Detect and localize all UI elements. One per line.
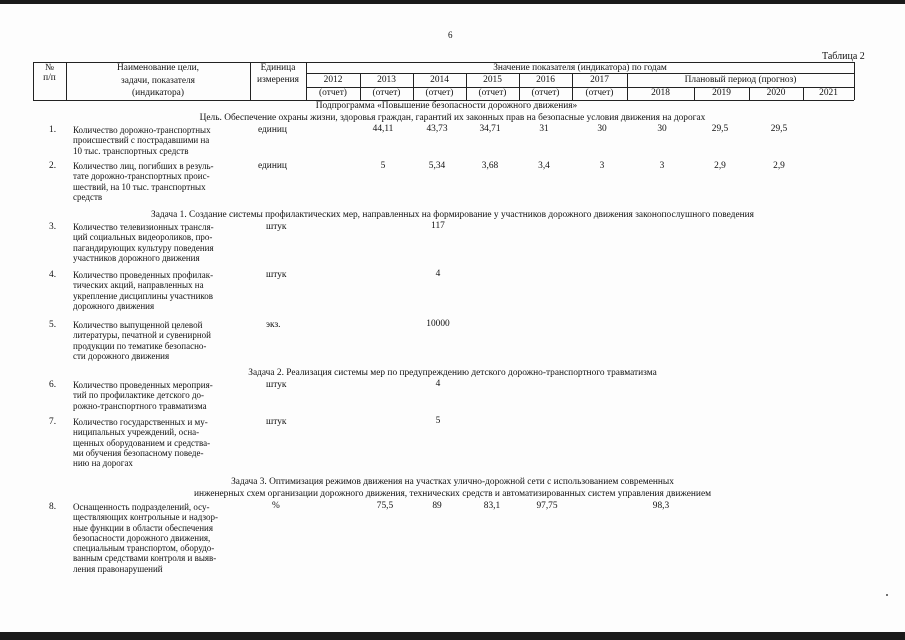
row-4-no: 4. [49, 270, 57, 280]
scan-bottom-border [0, 632, 905, 640]
row-5-no: 5. [49, 320, 57, 330]
row-1-name: Количество дорожно-транспортных происшествий с пострадавшими на 10 тыс. транспортных средств [73, 125, 211, 156]
row-8-value-2013: 75,5 [376, 501, 394, 511]
header-year-2015: 2015 [483, 75, 502, 85]
row-5-value-2014: 10000 [426, 319, 450, 329]
row-3-value-2014: 117 [431, 221, 445, 231]
row-2-value-2017: 3 [599, 161, 605, 171]
row-4-name: Количество проведенных профилак- тических акций, направленных на укрепление дисциплины участников дорожного движения [73, 270, 214, 311]
row-1-value-2016: 31 [539, 124, 549, 134]
header-year-2012: 2012 [323, 75, 343, 85]
row-8-no: 8. [49, 502, 57, 512]
table-label: Таблица 2 [822, 51, 865, 62]
header-values-title: Значение показателя (индикатора) по годам [493, 63, 667, 73]
row-8-value-2015: 83,1 [483, 501, 501, 511]
row-8-unit: % [272, 501, 280, 511]
row-6-no: 6. [49, 380, 57, 390]
row-4-unit: штук [266, 270, 287, 280]
header-report-2012: (отчет) [319, 88, 347, 98]
header-name-line3: (индикатора) [132, 88, 184, 98]
row-1-value-2020: 29,5 [770, 124, 788, 134]
row-1-unit: единиц [258, 125, 287, 135]
header-report-2016: (отчет) [531, 88, 560, 98]
row-2-name: Количество лиц, погибших в резуль- тате дорожно-транспортных проис- шествий, на 10 тыс. транспортных средств [73, 161, 214, 202]
header-name-line2: задачи, показателя [121, 76, 195, 86]
task-1-title: Задача 1. Создание системы профилактических мер, направленных на формирование у участников дорожного движения законопослушного поведения [151, 210, 754, 220]
header-year-2013: 2013 [377, 75, 396, 85]
row-2-value-2016: 3,4 [538, 161, 550, 171]
row-8-value-2016: 97,75 [536, 501, 558, 511]
row-1-value-2015: 34,71 [479, 124, 501, 134]
header-year-2017: 2017 [590, 75, 609, 85]
row-2-value-2014: 5,34 [428, 161, 446, 171]
row-1-value-2013: 44,11 [372, 124, 394, 134]
row-2-no: 2. [49, 161, 57, 171]
row-1-value-2014: 43,73 [426, 124, 448, 134]
row-2-value-2013: 5 [380, 161, 386, 171]
row-4-value-2014: 4 [435, 269, 441, 279]
row-3-unit: штук [266, 222, 287, 232]
header-no-line2: п/п [43, 73, 56, 83]
header-name-line1: Наименование цели, [117, 63, 199, 73]
header-report-2015: (отчет) [478, 88, 507, 98]
row-6-unit: штук [266, 380, 287, 390]
header-year-2018: 2018 [651, 88, 670, 98]
header-year-2020: 2020 [766, 88, 786, 98]
header-year-2016: 2016 [536, 75, 555, 85]
row-5-name: Количество выпущенной целевой литературы, печатной и сувенирной продукции по тематике безопасно- сти дорожного движения [73, 320, 211, 361]
subprogram-title: Подпрограмма «Повышение безопасности дорожного движения» [315, 101, 578, 111]
row-3-name: Количество телевизионных трансля- ций социальных видеороликов, про- пагандирующих культуру поведения участников дорожного движения [73, 222, 214, 263]
header-report-2013: (отчет) [372, 88, 401, 98]
row-2-unit: единиц [258, 161, 287, 171]
row-1-value-2017: 30 [597, 124, 607, 134]
header-unit-line2: измерения [257, 75, 299, 85]
row-2-value-2018: 3 [659, 161, 665, 171]
header-year-2019: 2019 [712, 88, 731, 98]
header-plan-period: Плановый период (прогноз) [684, 75, 797, 85]
header-no-line1: № [45, 63, 54, 73]
header-unit-line1: Единица [260, 63, 296, 73]
row-2-value-2020: 2,9 [773, 161, 785, 171]
task-3-title-line1: Задача 3. Оптимизация режимов движения на участках улично-дорожной сети с использованием современных [231, 477, 674, 487]
page-number: 6 [448, 30, 453, 40]
row-2-value-2019: 2,9 [714, 161, 726, 171]
row-1-value-2019: 29,5 [711, 124, 729, 134]
row-2-value-2015: 3,68 [481, 161, 499, 171]
row-7-value-2014: 5 [435, 416, 441, 426]
row-1-no: 1. [49, 125, 57, 135]
row-8-value-2018: 98,3 [652, 501, 670, 511]
row-1-value-2018: 30 [657, 124, 667, 134]
row-7-name: Количество государственных и му- ниципальных учреждений, осна- щенных оборудованием и средства- ми обучения безопасному поведе- нию на дорогах [73, 417, 211, 469]
row-5-unit: экз. [266, 320, 281, 330]
header-year-2014: 2014 [430, 75, 449, 85]
task-2-title: Задача 2. Реализация системы мер по предупреждению детского дорожно-транспортного травматизма [248, 368, 657, 378]
header-report-2017: (отчет) [585, 88, 614, 98]
scan-speck [886, 594, 888, 596]
row-3-no: 3. [49, 222, 57, 232]
row-7-unit: штук [266, 417, 287, 427]
row-8-name: Оснащенность подразделений, осу- ществляющих контрольные и надзор- ные функции в области обеспечения безопасности дорожного движения, специальным транспортом, оборудо- ванным средствами контроля и выяв- ления правонарушений [73, 502, 218, 574]
goal-title: Цель. Обеспечение охраны жизни, здоровья граждан, гарантий их законных прав на безопасные условия движения на дорогах [199, 113, 706, 123]
header-year-2021: 2021 [819, 88, 838, 98]
header-report-2014: (отчет) [425, 88, 454, 98]
row-8-value-2014: 89 [432, 501, 442, 511]
task-3-title-line2: инженерных схем организации дорожного движения, технических средств и автоматизированных систем управления движением [193, 489, 712, 499]
row-6-name: Количество проведенных мероприя- тий по профилактике детского до- рожно-транспортного травматизма [73, 380, 213, 411]
row-7-no: 7. [49, 417, 57, 427]
row-6-value-2014: 4 [435, 379, 441, 389]
scan-top-border [0, 0, 905, 4]
